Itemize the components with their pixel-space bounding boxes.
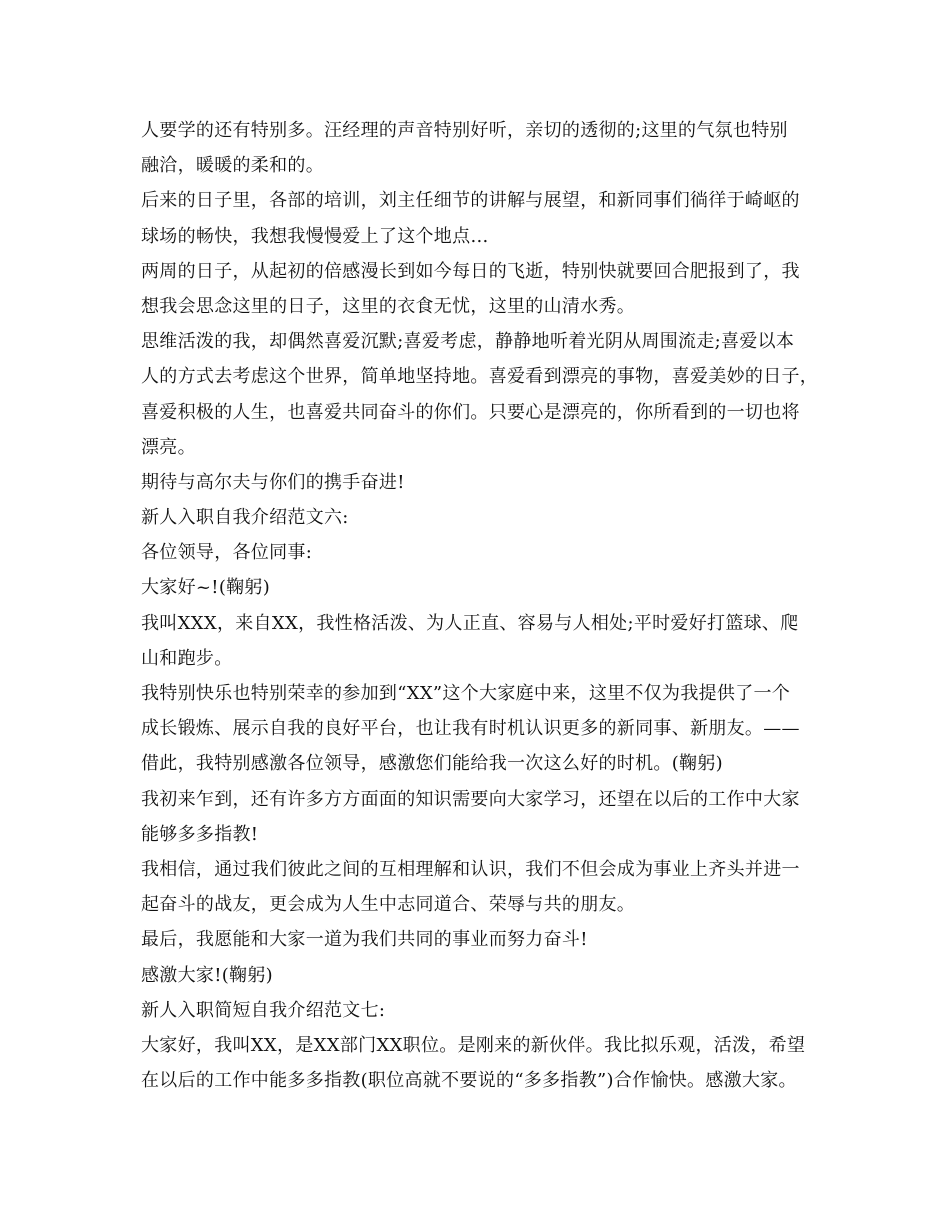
text-line: 漂亮。 <box>141 436 196 458</box>
text-line: 起奋斗的战友，更会成为人生中志同道合、荣辱与共的朋友。 <box>141 894 636 916</box>
section-heading: 新人入职自我介绍范文六: <box>141 507 349 529</box>
text-line: 两周的日子，从起初的倍感漫长到如今每日的飞逝，特别快就要回合肥报到了，我 <box>141 260 800 282</box>
text-line: 山和跑步。 <box>141 647 233 669</box>
text-line: 人要学的还有特别多。汪经理的声音特别好听，亲切的透彻的;这里的气氛也特别 <box>141 120 788 141</box>
text-line: 期待与高尔夫与你们的携手奋进! <box>141 471 405 493</box>
text-line: 融洽，暖暖的柔和的。 <box>141 155 324 177</box>
text-line: 我相信，通过我们彼此之间的互相理解和认识，我们不但会成为事业上齐头并进一 <box>141 858 800 880</box>
text-line: 各位领导，各位同事: <box>141 542 313 564</box>
text-line: 喜爱积极的人生，也喜爱共同奋斗的你们。只要心是漂亮的，你所看到的一切也将 <box>141 401 800 423</box>
text-line: 在以后的工作中能多多指教(职位高就不要说的“多多指教”)合作愉快。感激大家。 <box>141 1070 797 1092</box>
text-line: 能够多多指教! <box>141 823 259 845</box>
text-line: 人的方式去考虑这个世界，简单地坚持地。喜爱看到漂亮的事物，喜爱美妙的日子， <box>141 366 819 388</box>
text-line: 最后，我愿能和大家一道为我们共同的事业而努力奋斗! <box>141 929 588 951</box>
document-body <box>141 113 831 1098</box>
text-line: 成长锻炼、展示自我的良好平台，也让我有时机认识更多的新同事、新朋友。—— <box>141 718 800 740</box>
text-line: 后来的日子里，各部的培训，刘主任细节的讲解与展望，和新同事们徜徉于崎岖的 <box>141 190 800 212</box>
text-line: 大家好~!(鞠躬) <box>141 577 271 599</box>
text-line: 我初来乍到，还有许多方方面面的知识需要向大家学习，还望在以后的工作中大家 <box>141 788 800 810</box>
text-line: 我叫XXX，来自XX，我性格活泼、为人正直、容易与人相处;平时爱好打篮球、爬 <box>141 612 799 634</box>
text-line: 我特别快乐也特别荣幸的参加到“XX”这个大家庭中来，这里不仅为我提供了一个 <box>141 683 791 704</box>
text-line: 借此，我特别感激各位领导，感激您们能给我一次这么好的时机。(鞠躬) <box>141 753 723 775</box>
section-heading: 新人入职简短自我介绍范文七: <box>141 999 386 1021</box>
text-line: 大家好，我叫XX，是XX部门XX职位。是刚来的新伙伴。我比拟乐观，活泼，希望 <box>141 1034 806 1056</box>
text-line: 想我会思念这里的日子，这里的衣食无忧，这里的山清水秀。 <box>141 295 636 317</box>
text-line: 球场的畅快，我想我慢慢爱上了这个地点… <box>141 225 489 247</box>
text-line: 思维活泼的我，却偶然喜爱沉默;喜爱考虑，静静地听着光阴从周围流走;喜爱以本 <box>141 331 795 353</box>
text-line: 感激大家!(鞠躬) <box>141 964 273 986</box>
